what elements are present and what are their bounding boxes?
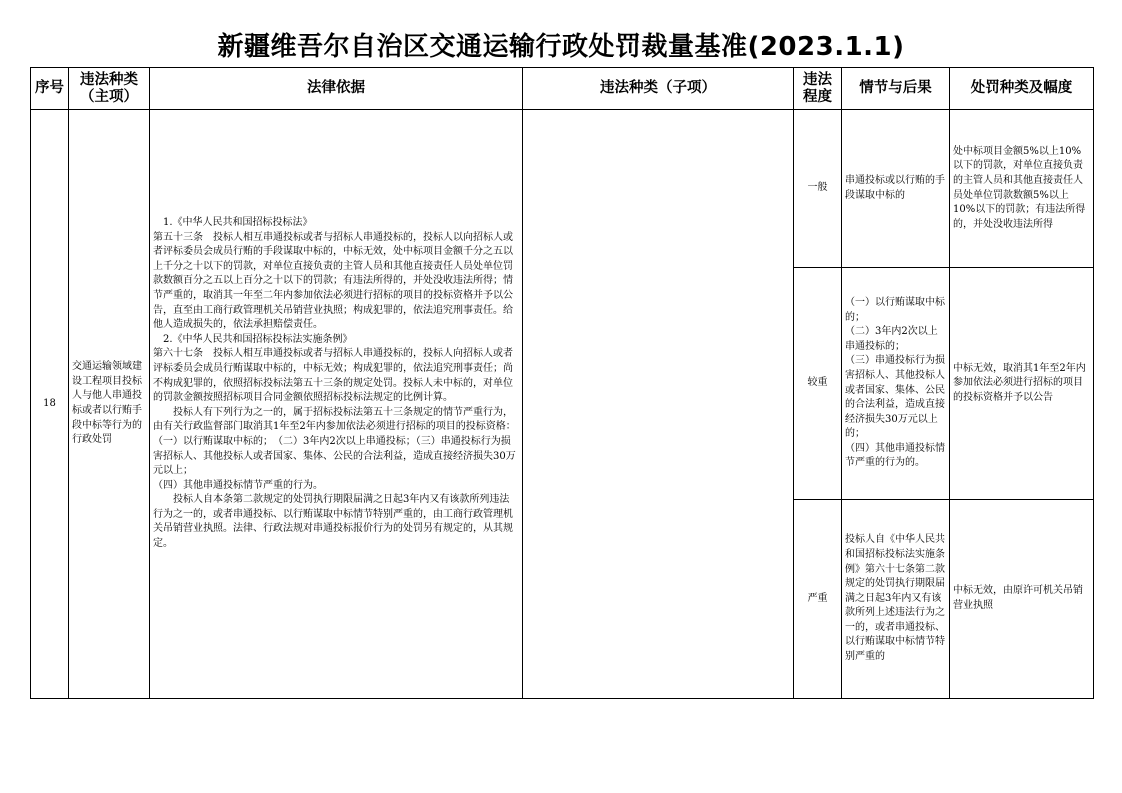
degree-cell-general: 一般 — [794, 110, 842, 268]
degree-cell-severe: 严重 — [794, 500, 842, 699]
circumstances-cell-severe: 投标人自《中华人民共和国招标投标法实施条例》第六十七条第二款规定的处罚执行期限届满之日起3年内又有该款所列上述违法行为之一的，或者串通投标、以行贿谋取中标情节特别严重的 — [842, 500, 950, 699]
sub-category-cell — [523, 110, 794, 699]
legal-basis-text — [153, 216, 518, 552]
page-title: 新疆维吾尔自治区交通运输行政处罚裁量基准(2023.1.1) — [217, 32, 905, 62]
legal-basis-paragraph: 2.《中华人民共和国招标投标法实施条例》 — [163, 333, 353, 345]
header-sub-category: 违法种类（子项） — [523, 68, 794, 110]
header-penalty: 处罚种类及幅度 — [950, 68, 1094, 110]
header-degree: 违法 程度 — [794, 68, 842, 110]
legal-basis-paragraph: 1.《中华人民共和国招标投标法》 — [163, 217, 313, 228]
legal-basis-paragraph: 第六十七条 投标人相互串通投标或者与招标人串通投标的，投标人向招标人或者评标委员会成员行贿谋取中标的，中标无效；构成犯罪的，依法追究刑事责任；尚不构成犯罪的，依照招标投标法第五十三条的规定处罚。投标人未中标的，对单位的罚款金额按照招标项目合同金额依照招标投标法规定的比例计算。 — [153, 348, 513, 404]
legal-basis-paragraph: （四）其他串通投标情节严重的行为。 — [153, 479, 323, 491]
circumstances-cell-serious: （一）以行贿谋取中标的； （二）3年内2次以上串通投标的； （三）串通投标行为损害招标人、其他投标人或者国家、集体、公民的合法利益，造成直接经济损失30万元以上的； （四）其他串通投标情节严重的行为的。 — [842, 268, 950, 500]
header-seq: 序号 — [31, 68, 69, 110]
header-main-category: 违法种类 （主项） — [69, 68, 150, 110]
legal-basis-paragraph: 投标人有下列行为之一的，属于招标投标法第五十三条规定的情节严重行为，由有关行政监督部门取消其1年至2年内参加依法必须进行招标的项目的投标资格：（一）以行贿谋取中标的； （二）3年内2次以上串通投标；（三）串通投标行为损害招标人、其他投标人或者国家、集体、公民的合法利益，造成直接经济损失30万元以上； — [153, 406, 516, 477]
header-legal-basis: 法律依据 — [150, 68, 523, 110]
header-circumstances: 情节与后果 — [842, 68, 950, 110]
penalty-table — [30, 67, 1094, 699]
seq-cell: 18 — [31, 110, 69, 699]
main-category-cell: 交通运输领域建设工程项目投标人与他人串通投标或者以行贿手段中标等行为的行政处罚 — [69, 110, 150, 699]
table-row — [31, 110, 1094, 268]
legal-basis-paragraph: 投标人自本条第二款规定的处罚执行期限届满之日起3年内又有该款所列违法行为之一的，或者串通投标、以行贿谋取中标情节特别严重的，由工商行政管理机关吊销营业执照。法律、行政法规对串通投标报价行为的处罚另有规定的，从其规定。 — [153, 494, 513, 550]
legal-basis-paragraph: 第五十三条 投标人相互串通投标或者与招标人串通投标的，投标人以向招标人或者评标委员会成员行贿的手段谋取中标的，中标无效，处中标项目金额千分之五以上千分之十以下的罚款，对单位直接负责的主管人员和其他直接责任人员处单位罚款数额百分之五以上百分之十以下的罚款；有违法所得的，并处没收违法所得；情节严重的，取消其一年至二年内参加依法必须进行招标的项目的投标资格并予以公告，直至由工商行政管理机关吊销营业执照；构成犯罪的，依法追究刑事责任。给他人造成损失的，依法承担赔偿责任。 — [153, 231, 513, 331]
penalty-cell-general: 处中标项目金额5%以上10%以下的罚款，对单位直接负责的主管人员和其他直接责任人员处单位罚款数额5%以上10%以下的罚款；有违法所得的，并处没收违法所得 — [950, 110, 1094, 268]
penalty-cell-severe: 中标无效，由原许可机关吊销营业执照 — [950, 500, 1094, 699]
penalty-cell-serious: 中标无效，取消其1年至2年内参加依法必须进行招标的项目的投标资格并予以公告 — [950, 268, 1094, 500]
circumstances-cell-general: 串通投标或以行贿的手段谋取中标的 — [842, 110, 950, 268]
legal-basis-cell — [150, 110, 523, 699]
degree-cell-serious: 较重 — [794, 268, 842, 500]
table-header-row — [31, 68, 1094, 110]
